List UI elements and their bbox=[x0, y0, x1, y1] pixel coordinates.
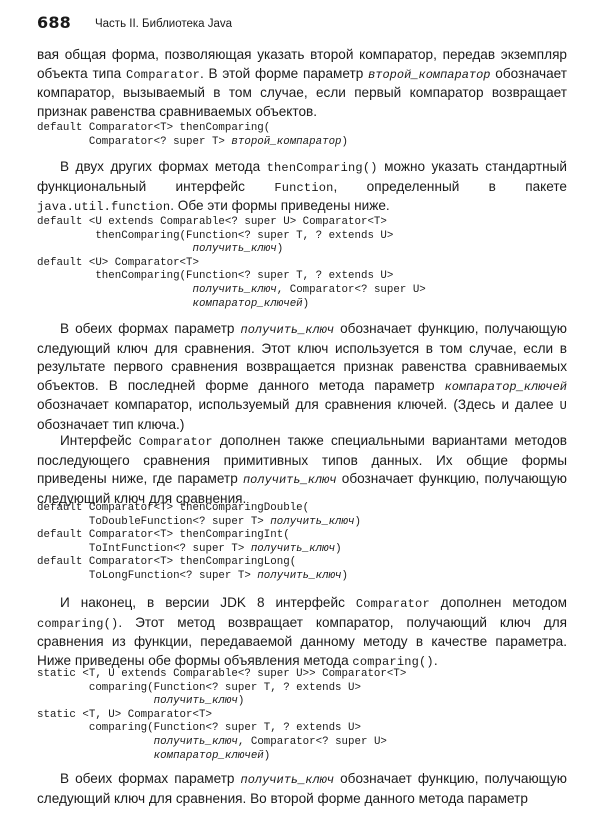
code-line bbox=[37, 750, 154, 762]
code-line: ) bbox=[354, 515, 361, 528]
paragraph-5 bbox=[37, 594, 567, 671]
inline-param: получить_ключ bbox=[240, 773, 335, 787]
text-run: вая общая форма, позволяющая указать второй компаратор, передав экземпляр объекта типа bbox=[37, 47, 567, 81]
code-line: , Comparator<? super U> bbox=[276, 283, 426, 296]
inline-code: comparing() bbox=[352, 654, 434, 669]
code-line bbox=[37, 284, 193, 296]
text-run: обозначает функцию, получающую следующий ключ для сравнения. bbox=[37, 471, 568, 506]
text-run: . Обе эти формы приведены ниже. bbox=[170, 198, 390, 213]
code-line: static <T, U> Comparator<T> bbox=[37, 708, 212, 721]
paragraph-4 bbox=[37, 432, 567, 508]
inline-param: второй_компаратор bbox=[368, 67, 491, 82]
text-run: обозначает функцию, получающую следующий ключ для сравнения. Этот ключ используется в том случае, если в результате первого сравнения возвращается признак равенства сравниваемых объектов. В последней форме данного метода параметр bbox=[37, 321, 568, 393]
paragraph-1 bbox=[37, 46, 567, 121]
code-param: получить_ключ bbox=[153, 735, 238, 748]
page-header bbox=[37, 12, 577, 40]
code-line: ) bbox=[276, 243, 284, 256]
code-line: , Comparator<? super U> bbox=[237, 735, 387, 748]
inline-param: получить_ключ bbox=[240, 323, 335, 337]
code-line bbox=[37, 695, 154, 707]
running-title: Часть II. Библиотека Java bbox=[95, 18, 233, 30]
inline-code: Comparator bbox=[355, 597, 430, 611]
code-param: получить_ключ bbox=[153, 695, 238, 708]
code-line: thenComparing(Function<? super T, ? extends U> bbox=[37, 270, 394, 283]
code-line: comparing(Function<? super T, ? extends U> bbox=[37, 681, 361, 694]
code-param: получить_ключ bbox=[192, 283, 277, 296]
code-block-2 bbox=[37, 216, 577, 311]
code-line: default <U> Comparator<T> bbox=[37, 256, 199, 269]
text-run: . bbox=[433, 652, 438, 668]
code-block-3 bbox=[37, 502, 577, 584]
text-run: дополнен методом bbox=[429, 595, 567, 610]
code-line: static <T, U extends Comparable<? super U>> Comparator<T> bbox=[37, 668, 407, 680]
inline-code: comparing() bbox=[37, 616, 119, 631]
code-line bbox=[37, 298, 193, 310]
text-run: обозначает функцию, получающую следующий ключ для сравнения. Во второй форме данного метода параметр bbox=[37, 771, 568, 806]
code-line: Comparator<? super T> bbox=[37, 135, 232, 148]
code-line bbox=[37, 736, 154, 748]
code-line: default Comparator<T> thenComparingDouble( bbox=[37, 502, 310, 514]
paragraph-3 bbox=[37, 320, 567, 434]
paragraph-6 bbox=[37, 770, 567, 808]
code-line: ) bbox=[302, 297, 310, 310]
page-number: 688 bbox=[37, 13, 71, 32]
code-param: компаратор_ключей bbox=[192, 297, 303, 310]
code-param: получить_ключ bbox=[270, 515, 355, 528]
inline-code: thenComparing() bbox=[266, 161, 378, 175]
text-run: дополнен также специальными вариантами методов последующего сравнения примитивных типов данных. Их общие формы приведены ниже, где параметр bbox=[37, 433, 567, 486]
code-line: ToIntFunction<? super T> bbox=[37, 542, 251, 555]
code-line: ) bbox=[341, 569, 349, 582]
code-param: компаратор_ключей bbox=[153, 749, 264, 762]
code-line: ) bbox=[237, 695, 245, 708]
code-line: ) bbox=[263, 749, 271, 762]
text-run: В двух других формах метода bbox=[60, 159, 267, 174]
paragraph-2 bbox=[37, 158, 567, 217]
code-line: ) bbox=[335, 542, 342, 555]
code-line: thenComparing(Function<? super T, ? extends U> bbox=[37, 229, 394, 242]
code-line: default Comparator<T> thenComparingInt( bbox=[37, 529, 290, 542]
code-line: ToLongFunction<? super T> bbox=[37, 569, 258, 582]
code-block-1 bbox=[37, 122, 577, 149]
code-line: ToDoubleFunction<? super T> bbox=[37, 515, 271, 528]
text-run: В обеих формах параметр bbox=[60, 771, 241, 786]
inline-code: U bbox=[559, 399, 567, 413]
code-line: ) bbox=[341, 135, 349, 148]
text-run: можно указать стандартный функциональный интерфейс bbox=[37, 159, 567, 194]
text-run: обозначает компаратор, используемый для сравнения ключей. (Здесь и далее bbox=[37, 397, 560, 412]
code-line bbox=[37, 243, 193, 255]
inline-code: Comparator bbox=[138, 435, 213, 449]
code-line: default Comparator<T> thenComparing( bbox=[37, 122, 271, 134]
inline-code: Function bbox=[274, 180, 334, 195]
code-param: получить_ключ bbox=[192, 243, 277, 256]
text-run: обозначает компаратор, вызываемый в том случае, если первый компаратор возвращает признак равенства сравниваемых объектов. bbox=[37, 65, 568, 119]
text-run: И наконец, в версии JDK 8 интерфейс bbox=[60, 595, 356, 610]
inline-code: java.util.function bbox=[37, 200, 171, 214]
code-line: default Comparator<T> thenComparingLong( bbox=[37, 556, 297, 569]
text-run: Интерфейс bbox=[60, 433, 139, 448]
inline-param: компаратор_ключей bbox=[444, 379, 567, 394]
code-param: получить_ключ bbox=[257, 569, 342, 582]
inline-param: получить_ключ bbox=[242, 473, 337, 487]
text-run: В обеих формах параметр bbox=[60, 321, 241, 336]
inline-code: Comparator bbox=[125, 67, 200, 82]
text-run: . В этой форме параметр bbox=[200, 65, 369, 81]
code-line: default <U extends Comparable<? super U> Comparator<T> bbox=[37, 216, 387, 228]
code-line: comparing(Function<? super T, ? extends U> bbox=[37, 722, 361, 735]
code-param: получить_ключ bbox=[250, 542, 336, 555]
code-param: второй_компаратор bbox=[231, 135, 342, 148]
text-run: обозначает тип ключа.) bbox=[37, 416, 185, 432]
text-run: . Этот метод возвращает компаратор, получающий ключ для сравнения из функции, передаваемой данному методу в качестве параметра. Ниже приведены обе формы объявления метода bbox=[37, 614, 567, 668]
code-block-4 bbox=[37, 668, 577, 763]
text-run: , определенный в пакете bbox=[333, 178, 567, 194]
